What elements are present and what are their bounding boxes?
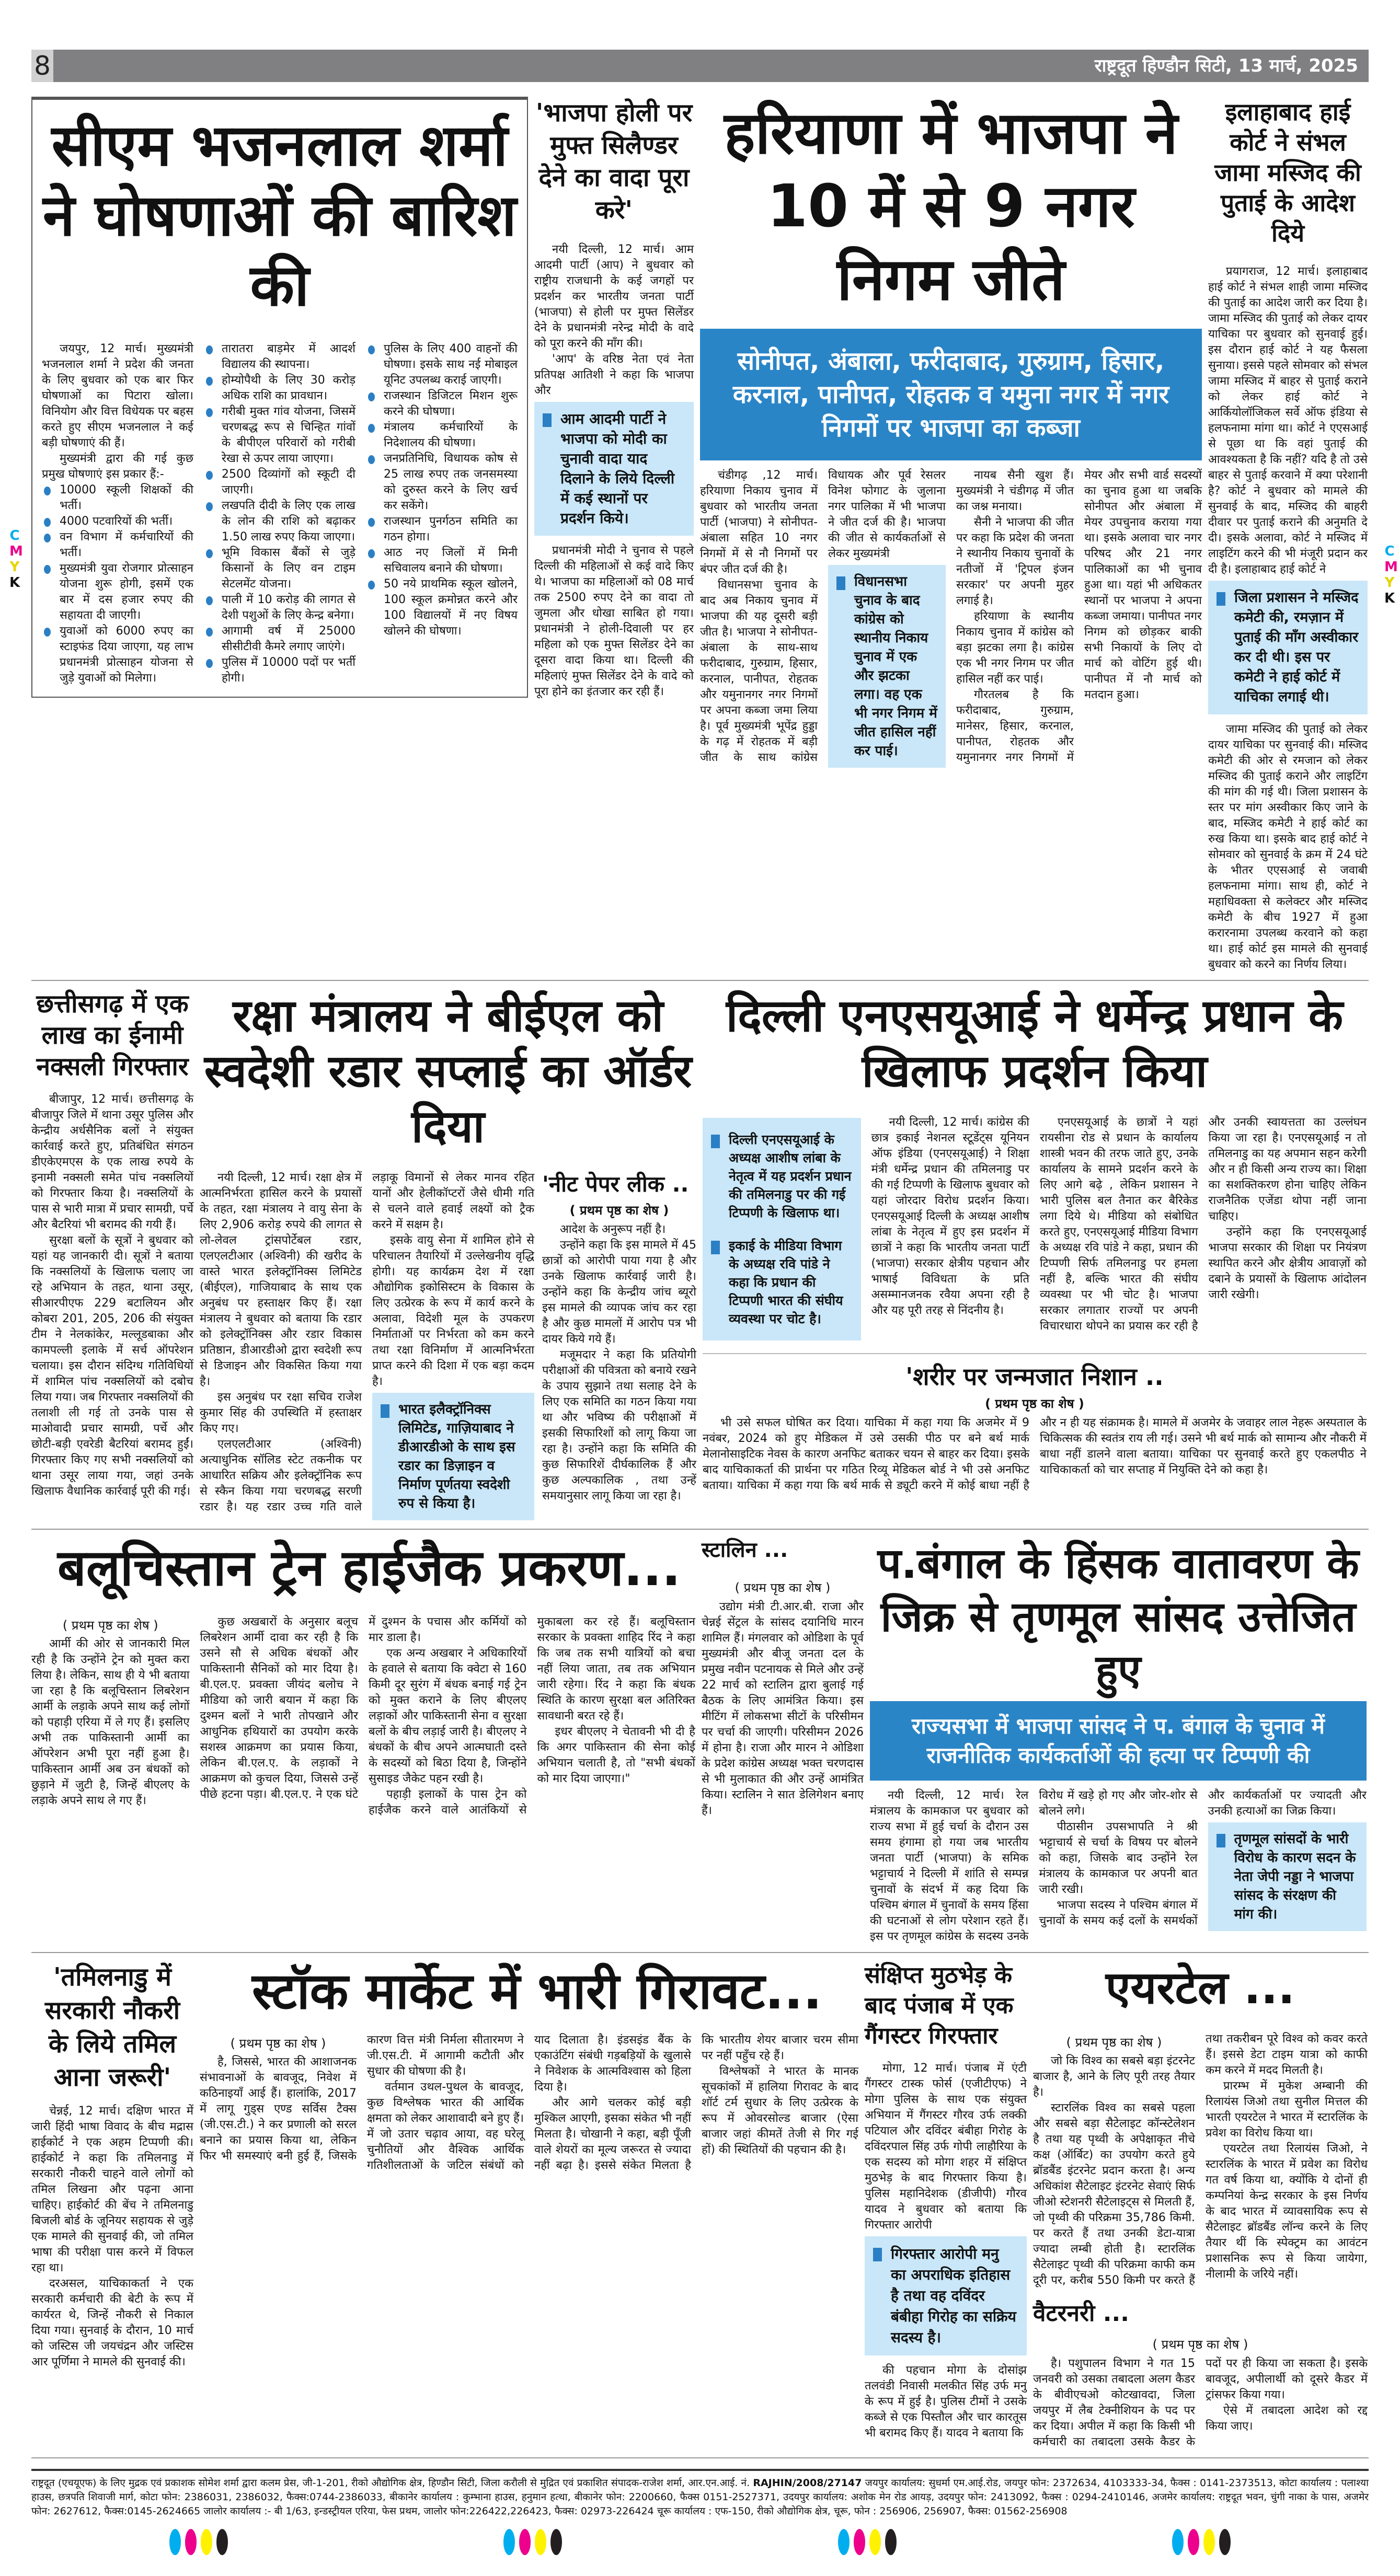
mark-c: C	[9, 528, 20, 544]
cyan-dot	[169, 2529, 181, 2555]
article-veterinary	[1033, 2299, 1368, 2450]
paragraph: जो कि विश्व का सबसे बड़ा इंटरनेट बाजार है, आने के लिए पूरी तरह तैयार है।	[1033, 2054, 1195, 2099]
rni-number: RAJHIN/2008/27147	[753, 2477, 862, 2489]
article-baluchistan-hijack	[31, 1537, 695, 1818]
article-airtel	[1033, 1960, 1368, 2289]
article-body	[200, 2032, 858, 2174]
bullet-item: आगामी वर्ष में 25000 सीसीटीवी कैमरे लगाए जाएंगे।	[204, 623, 355, 655]
paragraph: चंडीगढ़ ,12 मार्च। हरियाणा निकाय चुनाव में बुधवार को भारतीय जनता पार्टी (भाजपा) ने सोनीपत-अंबाला सहित 10 नगर निगमों में से नौ निगमों पर बंपर जीत दर्ज की है।	[700, 469, 818, 576]
black-dot	[550, 2529, 562, 2555]
bullet-item: होम्योपैथी के लिए 30 करोड़ अधिक राशि का प्रावधान।	[204, 373, 355, 404]
article-body	[31, 1092, 193, 1499]
section-bottom	[31, 1953, 1369, 2458]
bullet-item: 50 नये प्राथमिक स्कूल खोलने, 100 स्कूल क्रमोन्नत करने और 100 विद्यालयों में नए विषय खोलने की घोषणा।	[366, 576, 518, 639]
article-tamil-jobs	[31, 1960, 193, 2370]
paragraph: जामा मस्जिद की पुताई को लेकर दायर याचिका पर सुनवाई की। मस्जिद कमेटी की ओर से रमजान को लेकर मस्जिद की पुताई कराने और लाइटिंग की मांग की गई थी। जिला प्रशासन के स्तर पर मांग अस्वीकार किए जाने के बाद, मस्जिद कमेटी ने हाई कोर्ट का रुख किया था। इसके बाद हाई कोर्ट ने सोमवार को सुनवाई के क्रम में 24 घंटे के भीतर एएसआई से जवाबी हलफनामा मांगा। साथ ही, कोर्ट ने महाधिवक्ता से कलेक्टर और मस्जिद कमेटी के बीच 1927 में हुआ करारनामा उपलब्ध करवाने को कहा था। हाई कोर्ट इस मामले की सुनवाई बुधवार को करने का निर्णय लिया।	[1208, 723, 1368, 971]
yellow-dot	[535, 2529, 546, 2555]
article-body	[865, 2061, 1027, 2441]
paragraph: एनएसयूआई के छात्रों ने यहां रायसीना रोड से प्रधान के कार्यालय शास्त्री भवन की तरफ जाते हुए, उनके कार्यालय के सामने प्रदर्शन करने के लिए आगे बढ़े , लेकिन प्रशासन ने भारी पुलिस बल तैनात कर बैरिकेड लगा दिये थे। मीडिया को संबोधित करते हुए, एनएसयूआई मीडिया विभाग के अध्यक्ष रवि पांडे ने कहा, प्रधान की टिप्पणी सिर्फ तमिलनाडु पर हमला नहीं है, बल्कि भारत की संघीय व्यवस्था पर भी चोट है। भाजपा सरकार लगातार राज्यों पर अपनी विचारधारा थोपने का प्रयास कर रही है और उनकी स्वायत्तता का उल्लंघन किया जा रहा है। एनएसयूआई न तो तमिलनाडु का यह अपमान सहन करेगी और न ही किसी अन्य राज्य का। शिक्षा का सशक्तिकरण होना चाहिए लेकिन राजनैतिक एजेंडा थोपा नहीं जाना चाहिए।	[1040, 1116, 1367, 1333]
blue-highlight-box: राज्यसभा में भाजपा सांसद ने प. बंगाल के चुनाव में राजनीतिक कार्यकर्ताओं की हत्या पर टिप्पणी की	[870, 1701, 1367, 1781]
page-number: 8	[31, 50, 53, 82]
bullet-item: पुलिस में 10000 पदों पर भर्ती होगी।	[204, 655, 355, 686]
paragraph: उद्योग मंत्री टी.आर.बी. राजा और चेन्नई सेंट्रल के सांसद दयानिधि मारन शामिल हैं। मंगलवार को ओडिशा के पूर्व मुख्यमंत्री और बीजू जनता दल के प्रमुख नवीन पटनायक से मिले और उन्हें 22 मार्च को स्टालिन द्वारा बुलाई गई बैठक के लिए आमंत्रित किया। इस मीटिंग में लोकसभा सीटों के परिसीमन पर चर्चा की जाएगी। परिसीमन 2026 में होना है। राजा और मारन ने ओडिशा के प्रदेश कांग्रेस अध्यक्ष भक्त चरणदास से भी मुलाकात की और उन्हें आमंत्रित किया। स्टालिन ने सात डेलिगेशन बनाए हैं।	[702, 1600, 864, 1817]
article-stock-market	[200, 1960, 858, 2174]
paragraph: स्टारलिंक विश्व का सबसे पहला और सबसे बड़ा सैटेलाइट कॉन्स्टेलेशन है तथा यह पृथ्वी के अपेक्षाकृत नीचे कक्ष (ऑर्बिट) का उपयोग करते हुये ब्रॉडबैंड इंटरनेट प्रदान करता है। अन्य अधिकांश सैटेलाइट इंटरनेट सेवाएं सिर्फ जीओ स्टेशनरी सैटेलाइट्स से मिलती हैं, जो पृथ्वी की परिक्रमा 35,786 किमी. पर करते हैं तथा उनकी डेटा-यात्रा ज्यादा लम्बी होती है। स्टारलिंक सैटेलाइट पृथ्वी की परिक्रमा काफी कम दूरी पर, करीब 550 किमी पर करते हैं तथा तकरीबन पूरे विश्व को कवर करते हैं। इससे डेटा टाइम यात्रा को काफी कम करने में मदद मिलती है।	[1033, 2032, 1368, 2287]
continued-label: ( प्रथम पृष्ठ का शेष )	[1152, 2337, 1248, 2352]
paragraph: दरअसल, याचिकाकर्ता ने एक सरकारी कर्मचारी की बेटी के रूप में कार्यरत थे, जिन्हें नौकरी से निकाल दिया गया। सुनवाई के दौरान, 10 मार्च को जस्टिस जी जयचंद्रन और जस्टिस आर पूर्णिमा ने मामले की सुनवाई की।	[31, 2277, 193, 2369]
headline: 'तमिलनाडु में सरकारी नौकरी के लिये तमिल आना जरूरी'	[44, 1962, 180, 2092]
masthead-title: राष्ट्रदूत हिण्डौन सिटी, 13 मार्च, 2025	[1094, 55, 1358, 76]
article-body	[42, 341, 518, 686]
bullet-item: युवाओं को 6000 रुपए का स्टाइफंड दिया जाएगा, यह लाभ प्रधानमंत्री प्रोत्साहन योजना से जुड़े युवाओं को मिलेगा।	[42, 623, 193, 686]
paragraph: मोगा, 12 मार्च। पंजाब में एंटी गैंगस्टर टास्क फोर्स (एजीटीएफ) ने मोगा पुलिस के साथ एक संयुक्त अभियान में गैंगस्टर गौरव उर्फ लक्की पटियाल और दविंदर बंबीहा गिरोह के दविंदरपाल सिंह उर्फ गोपी लाहौरिया के एक सदस्य को मोगा शहर में संक्षिप्त मुठभेड़ के बाद गिरफ्तार किया है। पुलिस महानिदेशक (डीजीपी) गौरव यादव ने बुधवार को बताया कि गिरफ्तार आरोपी	[865, 2062, 1027, 2232]
bullet-item: गरीबी मुक्त गांव योजना, जिसमें चरणबद्ध रूप से चिन्हित गांवों के बीपीएल परिवारों को गरीबी रेखा से ऊपर लाया जाएगा।	[204, 404, 355, 467]
article-cm-announcements	[31, 97, 528, 698]
paragraph: मुख्यमंत्री द्वारा की गई कुछ प्रमुख घोषणाएं इस प्रकार हैं:-	[42, 452, 193, 481]
paragraph: ऐसे में तबादला आदेश को रद्द किया जाए।	[1206, 2404, 1368, 2433]
bullet-item: भूमि विकास बैंकों से जुड़े किसानों के लिए वन टाइम सेटलमेंट योजना।	[204, 545, 355, 592]
mark-m: M	[1384, 559, 1398, 575]
bullet-item: 2500 दिव्यांगों को स्कूटी दी जाएगी।	[204, 467, 355, 498]
continued-label: ( प्रथम पृष्ठ का शेष )	[230, 2036, 326, 2051]
paragraph: आदेश के अनुरूप नहीं है।	[560, 1223, 666, 1236]
cmyk-mark-left	[9, 528, 23, 591]
bullet-item: मंत्रालय कर्मचारियों के निदेशालय की घोषणा।	[366, 420, 518, 451]
article-body	[200, 1170, 534, 1521]
paragraph: विधानसभा चुनाव के बाद अब निकाय चुनाव में भाजपा की यह दूसरी बड़ी जीत है। भाजपा ने सोनीपत-अंबाला के साथ-साथ फरीदाबाद, गुरुग्राम, हिसार, करनाल, पानीपत, रोहतक और यमुनानगर नगर निगमों पर अपना कब्जा जमा लिया है। पूर्व मुख्यमंत्री भूपेंद्र हुड्डा के गढ़ में रोहतक में बड़ी जीत के साथ कांग्रेस विधायक और पूर्व रेसलर विनेश फोगाट के जुलाना नगर पालिका में भी भाजपा ने जीत दर्ज की है। भाजपा की जीत से कार्यकर्ताओं से लेकर मुख्यमंत्री	[700, 469, 946, 764]
mark-k: K	[1384, 591, 1395, 606]
mark-m: M	[9, 544, 23, 559]
text-block	[1033, 2356, 1368, 2450]
highlight-box: विधानसभा चुनाव के बाद कांग्रेस को स्थानीय निकाय चुनाव में एक और झटका लगा। वह एक भी नगर निगम में जीत हासिल नहीं कर पाई।	[828, 565, 946, 768]
paragraph: पीठासीन उपसभापति ने श्री भट्टाचार्य से चर्चा के विषय पर बोलने को कहा, जिसके बाद उन्होंने रेल मंत्रालय के कामकाज पर अपनी बात जारी रखी।	[1039, 1820, 1198, 1896]
article-stalin	[702, 1537, 864, 1819]
paragraph: इसके वायु सेना में शामिल होने से परिचालन तैयारियों में उल्लेखनीय वृद्धि होगी। यह कार्यक्रम देश में रक्षा औद्योगिक इकोसिस्टम के विकास के लिए उत्प्रेरक के रूप में कार्य करने के अलावा, विदेशी मूल के उपकरण निर्माताओं पर निर्भरता को कम करने तथा रक्षा विनिर्माण में आत्मनिर्भरता प्राप्त करने की दिशा में एक बड़ा कदम है।	[372, 1234, 534, 1388]
headline: स्टालिन ...	[702, 1538, 788, 1562]
magenta-dot	[519, 2529, 531, 2555]
bullet-item: जनप्रतिनिधि, विधायक कोष से 25 लाख रुपए तक जनसमस्या को दुरुस्त करने के लिए खर्च कर सकेंगे।	[366, 451, 518, 514]
bullet-item: 10000 स्कूली शिक्षकों की भर्ती।	[42, 482, 193, 514]
highlight-box: तृणमूल सांसदों के भारी विरोध के कारण सदन के नेता जेपी नड्डा ने भाजपा सांसद के संरक्षण की मांग की।	[1208, 1822, 1367, 1931]
cmyk-mark-right	[1384, 544, 1398, 606]
paragraph: प्रधानमंत्री मोदी ने चुनाव से पहले दिल्ली की महिलाओं से कई वादे किए थे। भाजपा का महिलाओं को 08 मार्च तक 2500 रुपए देने का वादा तो जुमला और धोखा साबित हो गया। प्रधानमंत्री ने होली-दिवाली पर हर महिला को एक मुफ्त सिलेंडर देने का दूसरा वादा किया था। दिल्ली की महिलाएं मुफ्त सिलेंडर देने के वादे को पूरा होने का इंतजार कर रही हैं।	[534, 544, 694, 698]
highlight-box: गिरफ्तार आरोपी मनु का अपराधिक इतिहास है तथा वह दविंदर बंबीहा गिरोह का सक्रिय सदस्य है।	[865, 2236, 1027, 2355]
right-block	[703, 988, 1367, 1494]
defence-radar-row	[200, 1170, 696, 1521]
text-block	[865, 2363, 1027, 2441]
color-registration-dots	[838, 2529, 897, 2555]
article-body	[1033, 2031, 1368, 2289]
section-top	[31, 89, 1369, 981]
paragraph: गौरतलब है कि फरीदाबाद, गुरुग्राम, मानेसर, हिसार, करनाल, पानीपत, रोहतक और यमुनानगर नगर निगमों में मेयर और सभी वार्ड सदस्यों का चुनाव हुआ था जबकि सोनीपत और अंबाला में मेयर उपचुनाव कराया गया था। इसके अलावा चार नगर परिषद और 21 नगर पालिकाओं का भी चुनाव हुआ था। यहां भी अधिकतर स्थानों पर भाजपा ने अपना कब्जा जमाया। पानीपत नगर निगम को छोड़कर बाकी सभी निकायों के लिए दो मार्च को वोटिंग हुई थी। पानीपत में नौ मार्च को मतदान हुआ।	[956, 469, 1202, 764]
yellow-dot	[869, 2529, 881, 2555]
text-block	[31, 1092, 193, 1499]
bullet-item: पुलिस के लिए 400 वाहनों की घोषणा। इसके साथ नई मोबाइल यूनिट उपलब्ध कराई जाएगी।	[366, 341, 518, 388]
imprint-text: राष्ट्रदूत (एचयूएफ) के लिए मुद्रक एवं प्रकाशक सोमेश शर्मा द्वारा कलम प्रेस, जी-1-201, रीको औद्योगिक क्षेत्र, हिण्डौन सिटी, जिला करौली से मुद्रित एवं प्रकाशित संपादक-राजेश शर्मा, आर.एन.आई. नं.	[31, 2477, 750, 2489]
headline: छत्तीसगढ़ में एक लाख का ईनामी नक्सली गिरफ्तार	[36, 989, 189, 1081]
bullet-item: वन विभाग में कर्मचारियों की भर्ती।	[42, 529, 193, 561]
headline: 'भाजपा होली पर मुफ्त सिलैण्डर देने का वादा पूरा करे'	[535, 98, 693, 225]
paragraph: प्रयागराज, 12 मार्च। इलाहाबाद हाई कोर्ट ने संभल शाही जामा मस्जिद की पुताई का आदेश जारी कर दिया है। जामा मस्जिद की पुताई को लेकर दायर याचिका पर बुधवार को सुनवाई हुई। इस दौरान हाई कोर्ट ने यह फैसला सुनाया। इससे पहले सोमवार को संभल जामा मस्जिद में बाहर से पुताई कराने को लेकर हाई कोर्ट ने आर्कियोलॉजिकल सर्वे ऑफ इंडिया से हलफनामा मांगा था। कोर्ट ने एएसआई से पूछा था कि वहां पुताई की आवश्यकता है कि नहीं? यदि है तो उसे बाहर से पुताई करवाने में क्या परेशानी है? कोर्ट ने बुधवार को मामले की सुनवाई के बाद, मस्जिद की बाहरी दीवार पर पुताई कराने की अनुमति दे दी। इसके अलावा, कोर्ट ने मस्जिद में लाइटिंग करने की भी मंजूरी प्रदान कर दी है। इलाहाबाद हाई कोर्ट ने	[1208, 265, 1368, 576]
highlight-box: जिला प्रशासन ने मस्जिद कमेटी की, रमज़ान में पुताई की माँग अस्वीकार कर दी थी। इस पर कमेटी ने हाई कोर्ट में याचिका लगाई थी।	[1208, 581, 1368, 714]
article-body	[542, 1222, 696, 1504]
text-block	[31, 1614, 695, 1818]
article-neet-leak	[542, 1170, 696, 1504]
headline: एयरटेल ...	[1105, 1962, 1295, 2014]
article-body	[700, 468, 1202, 768]
paragraph: नायब सैनी खुश हैं। मुख्यमंत्री ने चंडीगढ़ में जीत का जश्न मनाया।	[956, 469, 1074, 513]
color-registration-dots	[1172, 2529, 1231, 2555]
article-body	[703, 1415, 1367, 1494]
article-haryana-elections	[700, 97, 1202, 768]
paragraph: भाजपा सदस्य ने पश्चिम बंगाल में चुनावों के समय कई दलों के समर्थकों और कार्यकर्ताओं पर ज्यादती और उनकी हत्याओं का जिक्र किया।	[1039, 1789, 1367, 1927]
headline: इलाहाबाद हाई कोर्ट ने संभल जामा मस्जिद की पुताई के आदेश दिये	[1214, 98, 1361, 247]
paragraph: हरियाणा के स्थानीय निकाय चुनाव में कांग्रेस को बड़ा झटका लगा है। कांग्रेस एक भी नगर निगम पर जीत हासिल नहीं कर पाई।	[956, 610, 1074, 686]
magenta-dot	[1188, 2529, 1199, 2555]
paragraph: नयी दिल्ली, 12 मार्च। रक्षा क्षेत्र में आत्मनिर्भरता हासिल करने के प्रयासों के तहत, रक्षा मंत्रालय ने वायु सेना के लिए 2,906 करोड़ रुपये की लागत से लो-लेवल ट्रांसपोर्टेबल रडार, एलएलटीआर (अश्विनी) की खरीद के वास्ते भारत इलेक्ट्रॉनिक्स लिमिटेड (बीईएल), गाजियाबाद के साथ एक अनुबंध पर हस्ताक्षर किए हैं। रक्षा मंत्रालय ने बुधवार को बताया कि रडार को इलेक्ट्रॉनिक्स और रडार विकास प्रतिष्ठान, डीआरडीओ द्वारा स्वदेशी रूप से डिजाइन और विकसित किया गया है।	[200, 1171, 362, 1388]
article-west-bengal	[870, 1537, 1367, 1945]
mark-k: K	[9, 575, 20, 591]
paragraph: वर्तमान उथल-पुथल के बावजूद, कुछ विश्लेषक भारत की आर्थिक क्षमता को लेकर आशावादी बने हुए हैं। में जो उतार चढ़ाव आया, वह घरेलू चुनौतियों और वैश्विक आर्थिक गतिशीलताओं के जटिल संबंधों को याद दिलाता है। इंडसइंड बैंक के एकाउंटिंग संबंधी गड़बड़ियों के खुलासे ने निवेशक के आत्मविश्वास को हिला दिया है।	[367, 2034, 691, 2172]
paragraph: उन्होंने कहा कि एनएसयूआई भाजपा सरकार की शिक्षा पर नियंत्रण स्थापित करने और क्षेत्रीय आवाज़ों को दबाने के प्रयासों के खिलाफ आंदोलन जारी रखेगी।	[1208, 1226, 1367, 1301]
paragraph: एक अन्य अखबार ने अधिकारियों के हवाले से बताया कि क्वेटा से 160 किमी दूर सुरंग में बंधक बनाई गई ट्रेन को मुक्त कराने के लिए बीएलए लड़ाकों और पाकिस्तानी सेना व सुरक्षा बलों के बीच लड़ाई जारी है। बीएलए ने बंधकों के बीच अपने आत्मघाती दस्ते के सदस्यों को बिठा दिया है, जिन्होंने सुसाइड जैकेट पहन रखी है।	[369, 1647, 527, 1785]
footer-rule	[31, 2469, 1369, 2471]
article-body	[702, 1599, 864, 1819]
color-registration-row	[31, 2529, 1369, 2555]
paragraph: है, जिससे, भारत की आशाजनक संभावनाओं के बावजूद, निवेश में कठिनाइयाँ आई हैं। हालांकि, 2017 में लागू गुड्स एण्ड सर्विस टैक्स (जी.एस.टी.) ने कर प्रणाली को सरल बनाने का प्रयास किया था, लेकिन फिर भी समस्याएं बनी हुई हैं, जिसके कारण वित्त मंत्री निर्मला सीतारमण ने जी.एस.टी. में आगामी कटौती और सुधार की घोषणा की है।	[200, 2034, 524, 2163]
section-lower	[31, 1530, 1369, 1953]
cyan-dot	[838, 2529, 850, 2555]
paragraph: भी उसे सफल घोषित कर दिया। याचिका में कहा गया कि अजमेर में 9 नवंबर, 2024 को हुए मेडिकल में उसे उसकी पीठ पर बने बर्थ मार्क मेलानोसाइटिक नेवस के कारण अनफिट बताकर चयन से बाहर कर दिया। इसके बाद याचिकाकर्ता की प्रार्थना पर गठित रिव्यू मेडिकल बोर्ड ने भी उसे अनफिट बताया। याचिका में कहा गया कि बर्थ मार्क से ड्यूटी करने में कोई बाधा नहीं है और न ही यह संक्रामक है। मामले में अजमेर के जवाहर लाल नेहरू अस्पताल के चिकित्सक की स्वतंत्र राय ली गई। उसने भी बर्थ मार्क को सामान्य और नौकरी में बाधा नहीं डालने वाला बताया। याचिका पर सुनवाई करते हुए एकलपीठ ने याचिकाकर्ता को चार सप्ताह में नियुक्ति देने को कहा है।	[703, 1416, 1367, 1492]
paragraph: नयी दिल्ली, 12 मार्च। रेल मंत्रालय के कामकाज पर बुधवार को राज्य सभा में हुई चर्चा के दौरान उस समय हंगामा हो गया जब भारतीय जनता पार्टी (भाजपा) के समिक भट्टाचार्य ने दिल्ली में शांति से सम्पन्न चुनावों के संदर्भ में कह दिया कि पश्चिम बंगाल में चुनावों के समय हिंसा की घटनाओं से लोग परेशान रहते हैं। इस पर तृणमूल कांग्रेस के सदस्य उनके विरोध में खड़े हो गए और जोर-शोर से बोलने लगे।	[870, 1789, 1198, 1943]
article-chhattisgarh-naxal	[31, 988, 193, 1499]
article-defence-radar-group	[200, 988, 696, 1521]
paragraph: प्रारम्भ में मुकेश अम्बानी की रिलायंस जिओ तथा सुनील मित्तल की भारती एयरटेल ने भारत में स्टारलिंक के प्रवेश का विरोध किया था।	[1206, 2080, 1368, 2140]
article-allahabad-hc	[1208, 97, 1368, 973]
masthead-bar	[31, 50, 1369, 82]
article-body	[31, 1614, 695, 1818]
paragraph: एलएलटीआर (अश्विनी) अत्याधुनिक सॉलिड स्टेट तकनीक पर आधारित सक्रिय और इलेक्ट्रॉनिक रूप से स्कैन किया गया चरणबद्ध सरणी रडार है। यह रडार उच्च गति वाले लड़ाकू विमानों से लेकर मानव रहित यानों और हेलीकॉप्टरों जैसे धीमी गति से चलने वाले हवाई लक्ष्यों को ट्रैक करने में सक्षम है।	[200, 1171, 534, 1514]
bullet-item: लखपति दीदी के लिए एक लाख के लोन की राशि को बढ़ाकर 1.50 लाख रुपए किया जाएगा।	[204, 498, 355, 545]
mark-y: Y	[1384, 575, 1395, 591]
paragraph: पहाड़ी इलाकों के पास ट्रेन को हाईजैक करने वाले आतंकियों से मुकाबला कर रहे हैं। बलूचिस्तान सरकार के प्रवक्ता शाहिद रिंद ने कहा कि जब तक सभी यात्रियों को बचा नहीं लिया जाता, तब तक अभियान जारी रहेगा। रिंद ने कहा कि बंधक स्थिति के कारण सुरक्षा बल अतिरिक्त सावधानी बरत रहे हैं।	[369, 1615, 695, 1817]
imprint-footer	[31, 2476, 1369, 2519]
text-block	[702, 1599, 864, 1819]
continued-label: ( प्रथम पृष्ठ का शेष )	[735, 1580, 831, 1595]
headline: दिल्ली एनएसयूआई ने धर्मेन्द्र प्रधान के खिलाफ प्रदर्शन किया	[726, 990, 1344, 1098]
text-block	[31, 2104, 193, 2370]
continued-label: ( प्रथम पृष्ठ का शेष )	[1066, 2035, 1162, 2050]
section-middle	[31, 981, 1369, 1530]
paragraph: 'आप' के वरिष्ठ नेता एवं नेता प्रतिपक्ष आतिशी ने कहा कि भाजपा और	[534, 353, 694, 397]
headline: संक्षिप्त मुठभेड़ के बाद पंजाब में एक गैंगस्टर गिरफ्तार	[865, 1962, 1014, 2049]
paragraph: जयपुर, 12 मार्च। मुख्यमंत्री भजनलाल शर्मा ने प्रदेश की जनता के लिए बुधवार को एक बार फिर घोषणाओं का पिटारा खोला। विनियोग और वित्त विधेयक पर बहस करते हुए सीएम भजनलाल ने कई बड़ी घोषणाएं की हैं।	[42, 342, 193, 449]
continued-label: ( प्रथम पृष्ठ का शेष )	[62, 1618, 158, 1633]
article-body	[870, 1788, 1367, 1945]
text-block	[542, 1222, 696, 1504]
paragraph: इस अनुबंध पर रक्षा सचिव राजेश कुमार सिंह की उपस्थिति में हस्ताक्षर किए गए।	[200, 1391, 362, 1435]
paragraph: कुछ अखबारों के अनुसार बलूच लिबरेशन आर्मी दावा कर रही है कि उसने सौ से अधिक बंधकों और पाकिस्तानी सैनिकों को मार दिया है। बी.एल.ए. प्रवक्ता जीयंद बलोच ने मीडिया को जारी बयान में कहा कि दुश्मन बलों ने भारी तोपखाने और आधुनिक हथियारों का उपयोग करके सशस्त्र आक्रमण का प्रयास किया, लेकिन बी.एल.ए. के लड़ाकों ने आक्रमण को कुचल दिया, जिससे उन्हें पीछे हटना पड़ा। बी.एल.ए. ने एक घंटे में दुश्मन के पचास और कर्मियों को मार डाला है।	[200, 1615, 527, 1801]
mark-c: C	[1384, 544, 1395, 559]
text-block	[42, 341, 193, 482]
airtel-vet-block	[1033, 1960, 1368, 2450]
magenta-dot	[854, 2529, 865, 2555]
paragraph: नयी दिल्ली, 12 मार्च। आम आदमी पार्टी (आप) ने बुधवार को राष्ट्रीय राजधानी के कई जगहों पर प्रदर्शन कर भारतीय जनता पार्टी (भाजपा) से होली पर मुफ्त सिलेंडर देने के प्रधानमंत्री नरेन्द्र मोदी के वादे को पूरा करने की माँग की।	[534, 243, 694, 350]
bullet-item: आठ नए जिलों में मिनी सचिवालय बनाने की घोषणा।	[366, 545, 518, 576]
highlight-item: इकाई के मीडिया विभाग के अध्यक्ष रवि पांडे ने कहा कि प्रधान की टिप्पणी भारत की संघीय व्यवस्था पर चोट है।	[703, 1229, 861, 1335]
paragraph: नयी दिल्ली, 12 मार्च। कांग्रेस की छात्र इकाई नेशनल स्टूडेंट्स यूनियन ऑफ इंडिया (एनएसयूआई) ने शिक्षा मंत्री धर्मेन्द्र प्रधान की तमिलनाडु पर की गई टिप्पणी के खिलाफ बुधवार को यहां जोरदार विरोध प्रदर्शन किया। एनएसयूआई दिल्ली के अध्यक्ष आशीष लांबा के नेतृत्व में हुए इस प्रदर्शन में छात्रों ने कहा कि भारतीय जनता पार्टी (भाजपा) सरकार क्षेत्रीय पहचान और भाषाई विविधता के प्रति असम्मानजनक रवैया अपना रही है और यह पूरी तरह से निंदनीय है।	[871, 1116, 1029, 1317]
bullet-item: 4000 पटवारियों की भर्ती।	[42, 514, 193, 529]
paragraph: एयरटेल तथा रिलायंस जिओ, ने स्टारलिंक के भारत में प्रवेश का विरोध गत वर्ष किया था, क्योंकि ये दोनों ही कम्पनियां केन्द्र सरकार के इस निर्णय के बाद भारत में व्यावसायिक रूप से सैटेलाइट ब्रॉडबैंड लॉन्च करने के लिए तैयार थीं कि स्पेक्ट्रम का आवंटन प्रशासनिक रूप से किया जायेगा, नीलामी के जरिये नहीं।	[1206, 2142, 1368, 2281]
article-body	[31, 2104, 193, 2370]
bullet-item: पाली में 10 करोड़ की लागत से देशी पशुओं के लिए केन्द्र बनेगा।	[204, 592, 355, 623]
headline: 'शरीर पर जन्मजात निशान ..	[905, 1362, 1164, 1391]
headline: स्टॉक मार्केट में भारी गिरावट...	[252, 1962, 822, 2020]
paragraph: बीजापुर, 12 मार्च। छत्तीसगढ़ के बीजापुर जिले में थाना उसूर पुलिस और केन्द्रीय अर्धसैनिक बलों ने संयुक्त कार्रवाई करते हुए, प्रतिबंधित संगठन डीएकेएमएस के एक लाख रुपये के इनामी नक्सली समेत पांच नक्सलियों को गिरफ्तार किया है। नक्सलियों के पास से भारी मात्रा में प्रचार सामग्री, पर्चे और बैटरियां भी बरामद की गयी हैं।	[31, 1093, 193, 1231]
blue-highlight-box: सोनीपत, अंबाला, फरीदाबाद, गुरुग्राम, हिसार, करनाल, पानीपत, रोहतक व यमुना नगर में नगर निगमों पर भाजपा का कब्जा	[700, 329, 1202, 460]
office-addresses: जयपुर कार्यालय: सुधर्मा एम.आई.रोड, जयपुर फोन: 2372634, 4103333-34, फैक्स : 0141-2373513, कोटा कार्यालय : पलाश्या हाउस, छत्रपति शिवाजी मार्ग, कोटा फोन: 2386031, 2386032, फैक्स:0744-2386033, बीकानेर कार्यालय : कुम्भाना हाउस, हनुमान हत्था, बीकानेर फोन: 2200660, फैक्स 0151-2527371, उदयपुर कार्यालय: अशोक मेन रोड आयड़, उदयपुर फोन: 2413092, फैक्स : 0294-2410146, अजमेर कार्यालय: राष्ट्रदूत भवन, चुंगी नाका के पास, अजमेर फोन: 2627612, फैक्स:0145-2624665 जालोर कार्यालय :- बी 1/63, इन्डस्ट्रीयल एरिया, फेस प्रथम, जालोर फोन:226422,226423, फैक्स: 02973-226424 चूरू कार्यालय : एफ-150, रीको औद्योगिक क्षेत्र, चूरू, फोन : 256906, 256907, फैक्स: 01562-256908	[31, 2477, 1369, 2517]
paragraph: और आगे चलकर कोई बड़ी मुश्किल आएगी, इसका संकेत भी नहीं मिलता है। चोखानी ने कहा, बड़ी पूँजी वाले शेयरों का मूल्य जरूरत से ज्यादा नहीं बढ़ा है। इससे संकेत मिलता है कि भारतीय शेयर बाजार चरम सीमा पर नहीं पहुँच रहे हैं।	[534, 2034, 858, 2172]
article-body	[534, 242, 694, 700]
text-block	[865, 2061, 1027, 2233]
article-birthmark	[703, 1353, 1367, 1494]
paragraph: उन्होंने कहा कि इस मामले में 45 छात्रों को आरोपी पाया गया है और उनके खिलाफ कार्रवाई जारी है। उन्होंने कहा कि केन्द्रीय जांच ब्यूरो इस मामले की व्यापक जांच कर रहा है और कुछ मामलों में आरोप पत्र भी दायर किये गये हैं।	[542, 1239, 696, 1346]
text-block	[1208, 264, 1368, 577]
article-aap-cylinder	[534, 97, 694, 700]
article-nsui-protest	[703, 988, 1367, 1341]
magenta-dot	[185, 2529, 197, 2555]
cyan-dot	[503, 2529, 515, 2555]
headline: रक्षा मंत्रालय ने बीईएल को स्वदेशी रडार सप्लाई का ऑर्डर दिया	[204, 990, 692, 1153]
bullet-item: मुख्यमंत्री युवा रोजगार प्रोत्साहन योजना शुरू होगी, इसमें एक बार में दस हजार रुपए की सहायता दी जाएगी।	[42, 561, 193, 623]
yellow-dot	[201, 2529, 212, 2555]
color-registration-dots	[503, 2529, 562, 2555]
paragraph: है। पशुपालन विभाग ने गत 15 जनवरी को उसका तबादला अलग कैडर के बीवीएचओ कोटखावदा, जिला जयपुर में लैब टेक्नीशियन के पद पर कर दिया। अपील में कहा कि किसी भी कर्मचारी का तबादला उसके कैडर के पदों पर ही किया जा सकता है। इसके बावजूद, अपीलार्थी को दूसरे कैडर में ट्रांसफर किया गया।	[1033, 2357, 1368, 2448]
paragraph: आर्मी की ओर से जानकारी मिल रही है कि उन्होंने ट्रेन को मुक्त करा लिया है। लेकिन, साथ ही ये भी बताया जा रहा है कि बलूचिस्तान लिबरेशन आर्मी के लड़ाके अपने साथ कई लोगों को पहाड़ी एरिया में ले गए हैं। इसलिए अभी तक पाकिस्तानी आर्मी का ऑपरेशन अभी पूरा नहीं हुआ है। पाकिस्तान आर्मी अब उन बंधकों को छुड़ाने में जुटी है, जिन्हें बीएलए के लड़ाके अपने साथ ले गए हैं।	[31, 1637, 190, 1807]
continued-label: ( प्रथम पृष्ठ का शेष )	[985, 1396, 1084, 1411]
highlight-box: आम आदमी पार्टी ने भाजपा को मोदी का चुनावी वादा याद दिलाने के लिये दिल्ली में कई स्थानों पर प्रदर्शन किये।	[534, 402, 694, 536]
text-block	[1033, 2031, 1368, 2289]
headline: हरियाणा में भाजपा ने 10 में से 9 नगर निगम जीते	[724, 99, 1178, 314]
highlight-box: भारत इलैक्ट्रॉनिक्स लिमिटेड, गाज़ियाबाद ने डीआरडीओ के साथ इस रडार का डिज़ाइन व निर्माण पूर्णतया स्वदेशी रुप से किया है।	[372, 1393, 534, 1520]
highlight-box-group	[703, 1118, 861, 1341]
paragraph: विश्लेषकों ने भारत के मानक सूचकांकों में हालिया गिरावट के बाद शॉर्ट टर्म सुधार के लिए उत्प्रेरक के रूप में ओवरसोल्ड बाजार (ऐसा बाजार जहां कीमतें तेजी से गिर गई हों) की स्थितियों की पहचान की है।	[702, 2065, 858, 2156]
headline: वैटरनरी ...	[1033, 2300, 1129, 2327]
black-dot	[1219, 2529, 1231, 2555]
paragraph: की पहचान मोगा के दोसांझ तलवंडी निवासी मलकीत सिंह उर्फ मनु के रूप में हुई है। पुलिस टीमों ने उसके कब्जे से एक पिस्तौल और चार कारतूस भी बरामद किए हैं। यादव ने बताया कि	[865, 2364, 1027, 2440]
headline: प.बंगाल के हिंसक वातावरण के जिक्र से तृणमूल सांसद उत्तेजित हुए	[877, 1539, 1359, 1694]
text-block	[871, 1115, 1367, 1341]
article-body	[1033, 2356, 1368, 2450]
paragraph: सुरक्षा बलों के सूत्रों ने बुधवार को यहां यह जानकारी दी। सूत्रों ने बताया कि नक्सलियों के खिलाफ चलाए जा रहे अभियान के तहत, थाना उसूर, सीआरपीएफ 229 बटालियन और कोबरा 201, 205, 206 की संयुक्त टीम ने नेलकांकेर, मल्लूडबाका और कामपल्ली इलाके में सर्च ऑपरेशन चलाया। इस दौरान संदिग्ध गतिविधियों में शामिल पांच नक्सलियों को दबोच लिया गया। जब गिरफ्तार नक्सलियों की तलाशी ली गई तो उनके पास से माओवादी प्रचार सामग्री, पर्चे और छोटी-बड़ी एवरेडी बैटरियां बरामद हुईं। गिरफ्तार किए गए सभी नक्सलियों को थाना उसूर लाया गया, जहां उनके खिलाफ वैधानिक कार्रवाई पूरी की गई।	[31, 1234, 193, 1498]
mark-y: Y	[9, 559, 20, 575]
headline: बलूचिस्तान ट्रेन हाईजैक प्रकरण...	[58, 1539, 681, 1597]
paragraph: सैनी ने भाजपा की जीत पर कहा कि प्रदेश की जनता ने स्थानीय निकाय चुनावों के नतीजों में 'ट्रिपल इंजन सरकार' पर अपनी मुहर लगाई है।	[956, 516, 1074, 607]
highlight-item: दिल्ली एनएसयूआई के अध्यक्ष आशीष लांबा के नेतृत्व में यह प्रदर्शन प्रधान की तमिलनाडु पर की गई टिप्पणी के खिलाफ था।	[703, 1123, 861, 1229]
paragraph: चेन्नई, 12 मार्च। दक्षिण भारत में जारी हिंदी भाषा विवाद के बीच मद्रास हाईकोर्ट ने एक अहम टिप्पणी की। हाईकोर्ट ने कहा कि तमिलनाडु में सरकारी नौकरी चाहने वाले लोगों को तमिल लिखना और पढ़ना आना चाहिए। हाईकोर्ट की बेंच ने तमिलनाडु बिजली बोर्ड के जूनियर सहायक से जुड़े एक मामले की सुनवाई की, जो तमिल भाषा की परीक्षा पास करने में विफल रहा था।	[31, 2105, 193, 2274]
yellow-dot	[1203, 2529, 1215, 2555]
bullet-item: राजस्थान पुनर्गठन समिति का गठन होगा।	[366, 514, 518, 545]
cyan-dot	[1172, 2529, 1184, 2555]
bullet-item: राजस्थान डिजिटल मिशन शुरू करने की घोषणा।	[366, 388, 518, 420]
paragraph: मजूमदार ने कहा कि प्रतियोगी परीक्षाओं की पवित्रता को बनाये रखने के उपाय सुझाने तथा सलाह देने के लिए एक समिति का गठन किया गया था और भविष्य की परीक्षाओं में इसकी सिफारिशों को लागू किया जा रहा है। उन्होंने कहा कि समिति की कुछ सिफारिशें दीर्घकालिक हैं और कुछ अल्पकालिक , तथा उन्हें समयानुसार लागू किया जा रहा है।	[542, 1348, 696, 1503]
text-block	[200, 2032, 858, 2174]
headline: 'नीट पेपर लीक ..	[542, 1171, 689, 1197]
headline: सीएम भजनलाल शर्मा ने घोषणाओं की बारिश की	[42, 112, 517, 319]
article-body	[1208, 264, 1368, 973]
article-punjab-gangster	[865, 1960, 1027, 2441]
article-body	[703, 1115, 1367, 1341]
text-block	[1208, 722, 1368, 973]
text-block	[956, 468, 1202, 768]
bullet-item: तारातरा बाड़मेर में आदर्श विद्यालय की स्थापना।	[204, 341, 355, 373]
black-dot	[216, 2529, 228, 2555]
black-dot	[885, 2529, 897, 2555]
color-registration-dots	[169, 2529, 228, 2555]
paragraph: इधर बीएलए ने चेतावनी भी दी है कि अगर पाकिस्तान की सेना कोई अभियान चलाती है, तो "सभी बंधकों को मार दिया जाएगा।"	[537, 1725, 695, 1785]
continued-label: ( प्रथम पृष्ठ का शेष )	[569, 1203, 669, 1218]
text-block	[534, 543, 694, 700]
text-block	[703, 1415, 1367, 1494]
text-block	[534, 242, 694, 399]
